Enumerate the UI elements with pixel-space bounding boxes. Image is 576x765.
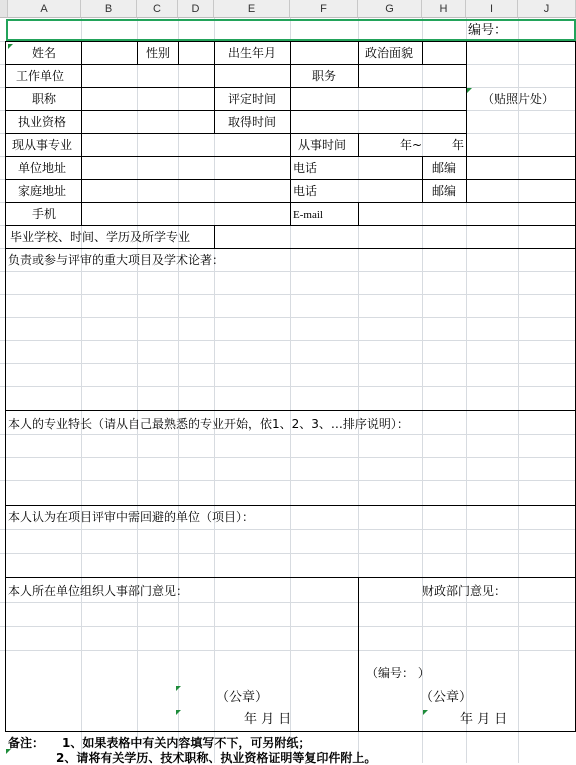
form-border	[5, 133, 466, 134]
form-border	[5, 87, 466, 88]
cell-marker	[8, 44, 13, 49]
label-year-to: 年	[452, 138, 465, 152]
gridline	[0, 271, 576, 272]
form-border	[422, 156, 423, 202]
gridline	[0, 386, 576, 387]
form-border	[358, 41, 359, 87]
section-hr-opinion: 本人所在单位组织人事部门意见：	[8, 584, 189, 598]
label-employer: 工作单位	[16, 69, 65, 83]
gridline	[422, 18, 423, 763]
col-header-f[interactable]: F	[290, 0, 358, 18]
gridline	[137, 18, 138, 763]
notes-label: 备注：	[8, 736, 45, 750]
gridline	[0, 363, 576, 364]
label-graduate: 毕业学校、时间、学历及所学专业	[10, 230, 191, 244]
cell-marker	[176, 686, 181, 691]
label-obtain-time: 取得时间	[228, 115, 277, 129]
form-border	[466, 156, 467, 202]
label-political: 政治面貌	[365, 46, 414, 60]
gridline	[0, 626, 576, 627]
label-postcode-1: 邮编	[432, 161, 457, 175]
gridline	[0, 434, 576, 435]
section-specialty: 本人的专业特长（请从自己最熟悉的专业开始，依1、2、3、…排序说明）：	[8, 417, 409, 431]
gridline	[0, 457, 576, 458]
form-border	[5, 577, 576, 578]
label-home-address: 家庭地址	[18, 184, 67, 198]
gridline	[0, 480, 576, 481]
cell-marker	[176, 710, 181, 715]
label-current-major: 现从事专业	[12, 138, 73, 152]
form-border	[358, 133, 359, 156]
date-left: 年 月 日	[244, 712, 292, 727]
section-avoid: 本人认为在项目评审中需回避的单位（项目）：	[8, 510, 255, 524]
label-mobile: 手机	[32, 207, 57, 221]
label-phone-2: 电话	[293, 184, 318, 198]
form-border	[5, 110, 466, 111]
col-header-h[interactable]: H	[422, 0, 466, 18]
note-1: 1、如果表格中有关内容填写不下，可另附纸；	[62, 736, 311, 750]
col-header-e[interactable]: E	[214, 0, 290, 18]
form-border	[358, 202, 359, 225]
label-phone-1: 电话	[293, 161, 318, 175]
note-2: 2、请将有关学历、技术职称、执业资格证明等复印件附上。	[56, 751, 377, 765]
label-position: 职务	[312, 69, 337, 83]
form-border	[466, 41, 467, 156]
photo-placeholder: （贴照片处）	[482, 92, 555, 106]
finance-number: （编号： ）	[366, 666, 430, 680]
form-border	[137, 41, 138, 64]
form-border	[422, 41, 423, 64]
gridline	[0, 340, 576, 341]
gridline	[0, 553, 576, 554]
cell-marker	[467, 88, 472, 93]
label-qualification: 执业资格	[18, 115, 67, 129]
label-year-from: 年~	[400, 138, 423, 152]
number-label: 编号：	[468, 23, 508, 38]
label-title: 职称	[32, 92, 57, 106]
form-border	[5, 225, 576, 226]
label-name: 姓名	[32, 46, 57, 60]
form-border	[5, 505, 576, 506]
col-header-i[interactable]: I	[466, 0, 518, 18]
gridline	[178, 18, 179, 763]
form-border	[358, 577, 359, 731]
form-border	[5, 41, 6, 731]
label-unit-address: 单位地址	[18, 161, 67, 175]
label-rating-time: 评定时间	[228, 92, 277, 106]
col-header-d[interactable]: D	[178, 0, 214, 18]
section-finance-opinion: 财政部门意见：	[422, 584, 507, 598]
label-birth: 出生年月	[228, 46, 277, 60]
section-projects: 负责或参与评审的重大项目及学术论著：	[8, 253, 225, 267]
form-border	[81, 41, 82, 225]
form-border	[5, 248, 576, 249]
col-header-g[interactable]: G	[358, 0, 422, 18]
form-border	[5, 731, 576, 732]
form-border	[5, 410, 576, 411]
label-postcode-2: 邮编	[432, 184, 457, 198]
label-engage-time: 从事时间	[298, 138, 347, 152]
gridline	[0, 317, 576, 318]
gridline	[0, 529, 576, 530]
select-all-corner[interactable]	[0, 0, 8, 18]
cell-marker	[423, 710, 428, 715]
label-gender: 性别	[146, 46, 171, 60]
col-header-b[interactable]: B	[81, 0, 137, 18]
seal-right: （公章）	[420, 690, 473, 705]
form-border	[214, 225, 215, 248]
col-header-a[interactable]: A	[8, 0, 81, 18]
gridline	[518, 18, 519, 763]
form-border	[5, 64, 466, 65]
gridline	[0, 650, 576, 651]
form-border	[214, 41, 215, 133]
gridline	[0, 294, 576, 295]
seal-left: （公章）	[216, 690, 269, 705]
label-email: E-mail	[293, 209, 323, 221]
col-header-j[interactable]: J	[518, 0, 576, 18]
date-right: 年 月 日	[460, 712, 508, 727]
form-border	[178, 41, 179, 64]
col-header-c[interactable]: C	[137, 0, 178, 18]
gridline	[0, 602, 576, 603]
form-border	[290, 41, 291, 225]
